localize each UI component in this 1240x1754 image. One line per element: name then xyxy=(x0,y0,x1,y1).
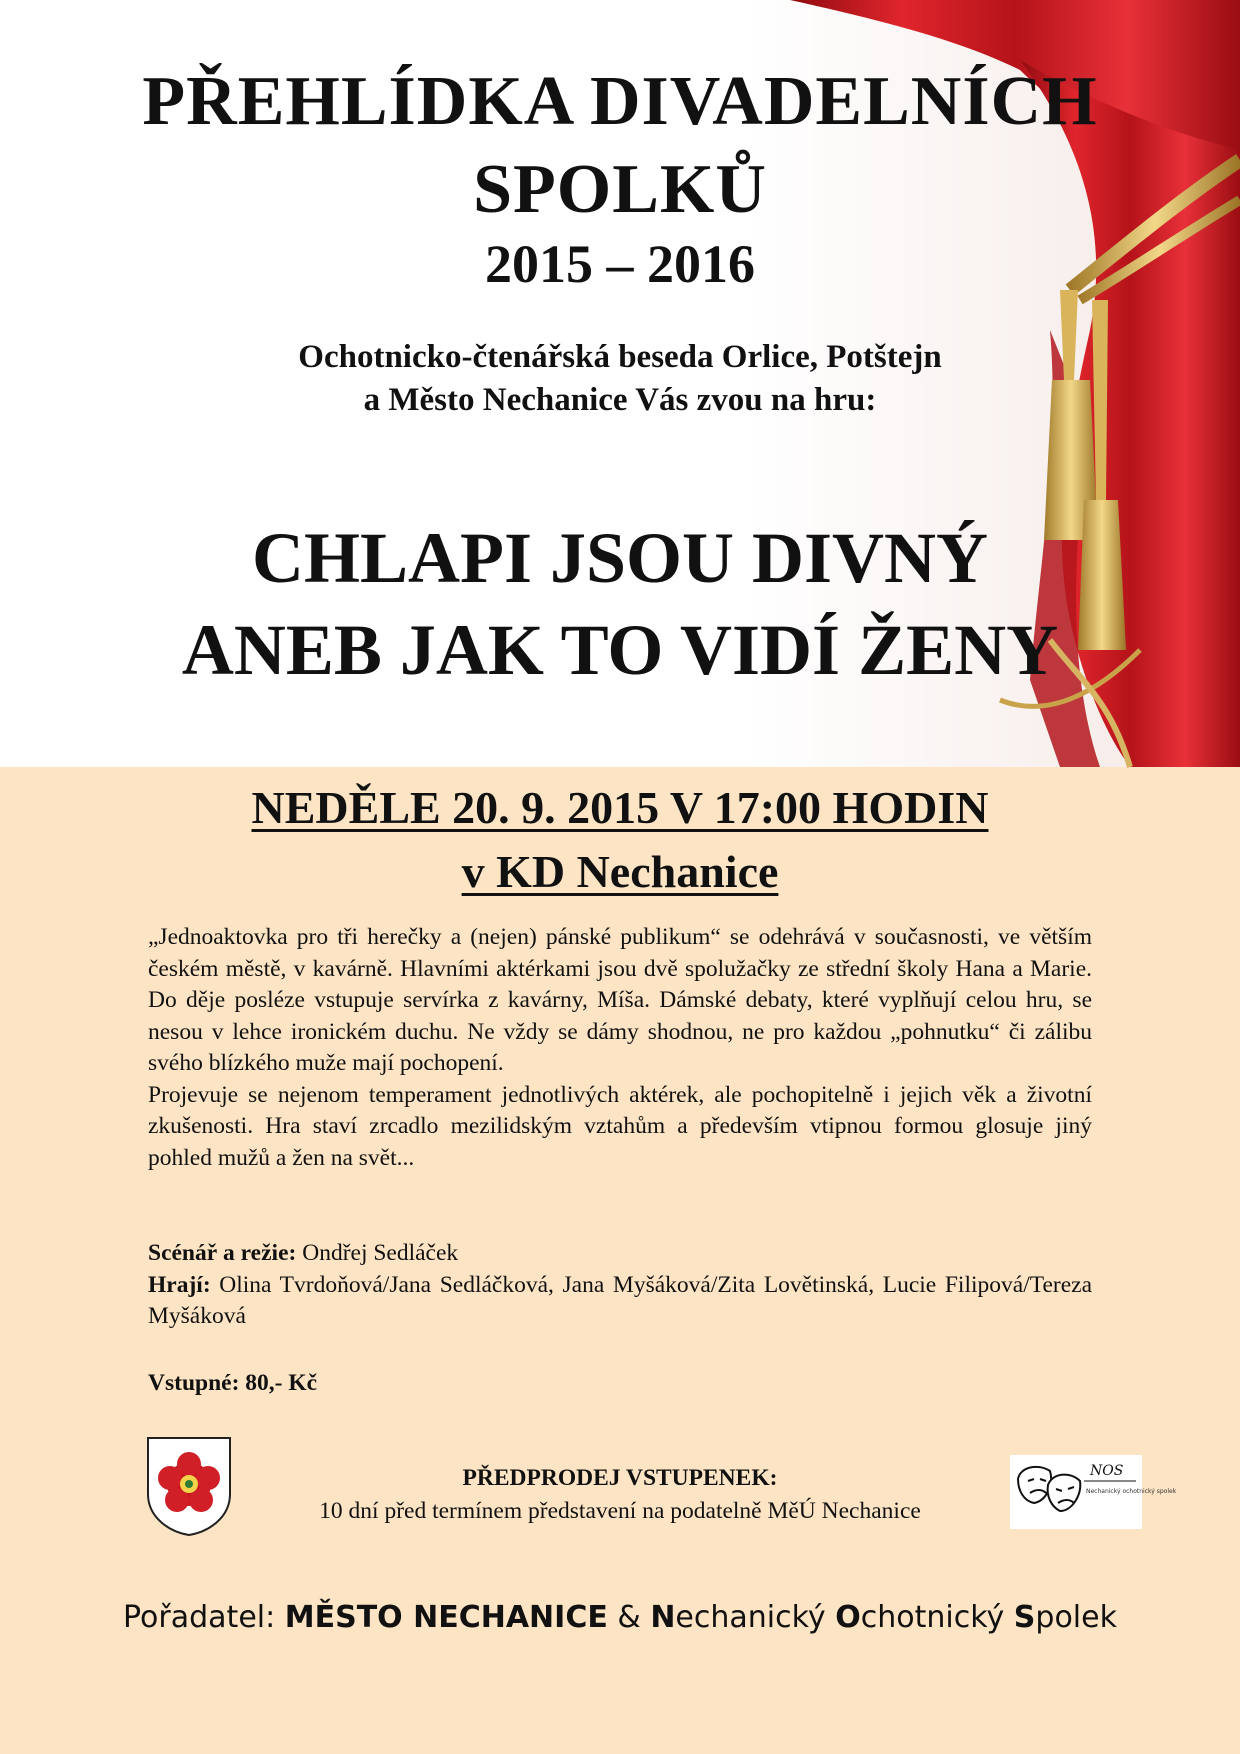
play-description xyxy=(148,922,1092,1174)
nos-logo xyxy=(1010,1455,1177,1529)
play-title-line1: CHLAPI JSOU DIVNÝ xyxy=(251,518,989,598)
organizer-n-rest: echanický xyxy=(675,1600,836,1635)
invitation-line1: Ochotnicko-čtenářská beseda Orlice, Potštejn xyxy=(298,339,942,375)
organizer-town: MĚSTO NECHANICE xyxy=(284,1600,608,1635)
organizer-o-initial: O xyxy=(835,1600,861,1635)
admission-price: Vstupné: 80,- Kč xyxy=(148,1370,318,1396)
presale-heading: PŘEDPRODEJ VSTUPENEK: xyxy=(462,1465,778,1491)
presale-text: 10 dní před termínem představení na podatelně MěÚ Nechanice xyxy=(319,1498,921,1524)
festival-title-line2: SPOLKŮ xyxy=(473,151,767,228)
organizer-n-initial: N xyxy=(650,1600,676,1635)
credits-script-label: Scénář a režie: xyxy=(148,1240,297,1266)
play-title xyxy=(100,512,1140,696)
nechanice-coat-of-arms xyxy=(146,1436,232,1536)
event-date-venue xyxy=(120,776,1120,904)
presale-info xyxy=(240,1462,1000,1528)
festival-title xyxy=(120,58,1120,234)
credits xyxy=(148,1238,1092,1333)
invitation-text xyxy=(160,336,1080,422)
nos-logo-subtitle: Nechanický ochotnický spolek xyxy=(1086,1488,1177,1495)
festival-years: 2015 – 2016 xyxy=(485,234,755,294)
credits-cast xyxy=(148,1270,1092,1333)
organizer-s-initial: S xyxy=(1013,1600,1036,1635)
organizer-o-rest: chotnický xyxy=(860,1600,1014,1635)
credits-script xyxy=(148,1238,1092,1270)
organizer-amp: & xyxy=(607,1600,651,1635)
festival-title-line1: PŘEHLÍDKA DIVADELNÍCH xyxy=(142,63,1098,140)
event-datetime: NEDĚLE 20. 9. 2015 V 17:00 HODIN xyxy=(251,782,989,833)
description-paragraph2: Projevuje se nejenom temperament jednotlivých aktérek, ale pochopitelně i jejich věk a životní zkušenosti. Hra staví zrcadlo mezilidským vztahům a především vtipnou formou glosuje jiný pohled mužů a žen na svět... xyxy=(148,1081,1092,1171)
credits-script-value: Ondřej Sedláček xyxy=(296,1240,459,1266)
organizer xyxy=(100,1596,1140,1640)
nos-logo-text: NOS xyxy=(1090,1463,1124,1479)
header-area xyxy=(0,0,1240,767)
play-title-line2: ANEB JAK TO VIDÍ ŽENY xyxy=(181,610,1059,690)
invitation-line2: a Město Nechanice Vás zvou na hru: xyxy=(363,382,877,418)
credits-cast-label: Hrají: xyxy=(148,1271,211,1298)
organizer-label: Pořadatel: xyxy=(123,1600,285,1635)
credits-cast-value: Olina Tvrdoňová/Jana Sedláčková, Jana Myšáková/Zita Lovětinská, Lucie Filipová/Tereza Myšáková xyxy=(148,1271,1092,1329)
description-paragraph1: „Jednoaktovka pro tři herečky a (nejen) pánské publikum“ se odehrává v současnosti, ve větším českém městě, v kavárně. Hlavními aktérkami jsou dvě spolužačky ze střední školy Hana a Marie. Do děje posléze vstupuje servírka z kavárny, Míša. Dámské debaty, které vyplňují celou hru, se nesou v lehce ironickém duchu. Ne vždy se dámy shodnou, ne pro každou „pohnutku“ či zálibu svého blízkého muže mají pochopení. xyxy=(148,924,1092,1076)
organizer-s-rest: polek xyxy=(1035,1600,1117,1635)
event-venue: v KD Nechanice xyxy=(461,846,779,897)
